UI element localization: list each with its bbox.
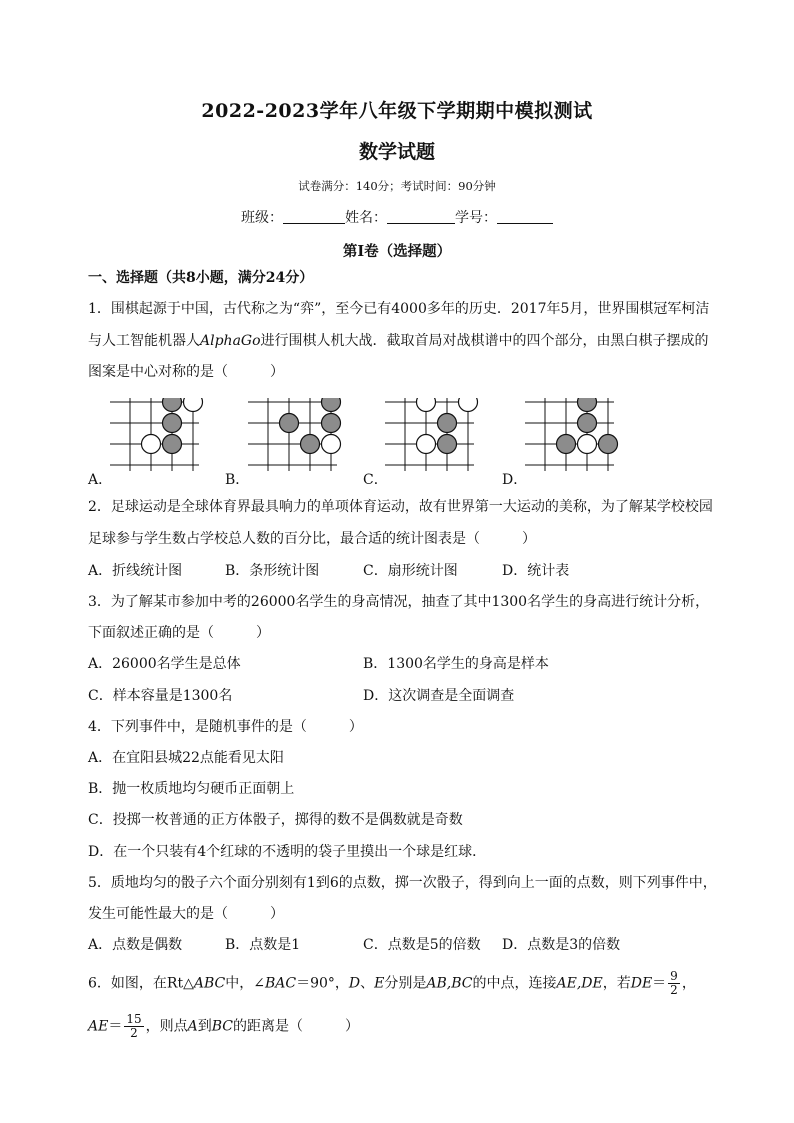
q6-line2	[88, 1013, 359, 1040]
q5-option-a[interactable]: A．点数是偶数	[88, 937, 183, 953]
q4-line1: 4．下列事件中，是随机事件的是（ ）	[88, 719, 363, 735]
id-blank[interactable]	[497, 208, 553, 224]
white-stone	[322, 435, 341, 454]
q2-line2: 足球参与学生数占学校总人数的百分比，最合适的统计图表是（ ）	[88, 531, 536, 547]
fraction-denominator: 2	[130, 1026, 138, 1040]
q5-option-c[interactable]: C．点数是5的倍数	[363, 937, 481, 953]
go-board-a	[110, 398, 210, 478]
fraction-numerator: 15	[126, 1012, 142, 1026]
q1-text: 进行围棋人机大战．截取首局对战棋谱中的四个部分，由黑白棋子摆成的	[260, 333, 709, 349]
white-stone	[142, 435, 161, 454]
q3-option-b[interactable]: B．1300名学生的身高是样本	[363, 656, 549, 672]
q5-option-d[interactable]: D．点数是3的倍数	[502, 937, 621, 953]
white-stone	[184, 398, 203, 412]
q3-option-d[interactable]: D．这次调查是全面调查	[363, 688, 515, 704]
black-stone	[163, 398, 182, 412]
black-stone	[578, 414, 597, 433]
black-stone	[599, 435, 618, 454]
black-stone	[301, 435, 320, 454]
q6-var: AB,BC	[426, 975, 473, 992]
black-stone	[557, 435, 576, 454]
q5-line1: 5．质地均匀的骰子六个面分别刻有1到6的点数，掷一次骰子，得到向上一面的点数，则下列事件中，	[88, 875, 717, 891]
white-stone	[417, 435, 436, 454]
q1-option-a[interactable]: A．	[88, 472, 113, 488]
q4-option-b[interactable]: B．抛一枚质地均匀硬币正面朝上	[88, 781, 295, 797]
q6-var: D	[348, 975, 361, 992]
q1-option-d[interactable]: D．	[502, 472, 528, 488]
exam-title: 2022-2023学年八年级下学期期中模拟测试	[201, 100, 593, 122]
q6-text: 到	[197, 1018, 212, 1035]
q3-option-a[interactable]: A．26000名学生是总体	[88, 656, 241, 672]
name-blank[interactable]	[387, 208, 455, 224]
q1-option-c[interactable]: C．	[363, 472, 388, 488]
q6-text: 6．如图，在Rt△	[88, 975, 194, 992]
q6-text: 、	[360, 975, 375, 992]
go-board-c	[385, 398, 485, 478]
class-blank[interactable]	[283, 208, 345, 224]
q6-text: ，	[681, 975, 696, 992]
q2-line1: 2．足球运动是全球体育界最具响力的单项体育运动，故有世界第一大运动的美称，为了解某学校校园	[88, 499, 713, 515]
q1-text: 与人工智能机器人	[88, 333, 200, 349]
q4-option-a[interactable]: A．在宜阳县城22点能看见太阳	[88, 750, 284, 766]
go-board-b	[248, 398, 348, 478]
q2-option-b[interactable]: B．条形统计图	[225, 563, 320, 579]
q1-option-b[interactable]: B．	[225, 472, 250, 488]
q6-text: ＝	[108, 1018, 123, 1035]
q3-line1: 3．为了解某市参加中考的26000名学生的身高情况，抽查了其中1300名学生的身高进行统计分析，	[88, 594, 710, 610]
q6-var: A	[187, 1018, 198, 1035]
q2-option-a[interactable]: A．折线统计图	[88, 563, 183, 579]
q6-text: 的距离是（ ）	[233, 1018, 360, 1035]
name-label: 姓名：	[345, 210, 387, 226]
q6-var: DE	[630, 975, 653, 992]
fraction-numerator: 9	[670, 969, 678, 983]
q4-option-c[interactable]: C．投掷一枚普通的正方体骰子，掷得的数不是偶数就是奇数	[88, 812, 463, 828]
q6-var: BC	[211, 1018, 234, 1035]
black-stone	[163, 414, 182, 433]
q6-var: AE,DE	[556, 975, 603, 992]
q2-option-c[interactable]: C．扇形统计图	[363, 563, 458, 579]
fraction-9-2	[668, 970, 680, 997]
fraction-15-2	[124, 1013, 143, 1040]
q6-text: ，若	[602, 975, 631, 992]
id-label: 学号：	[455, 210, 497, 226]
q5-line2: 发生可能性最大的是（ ）	[88, 906, 284, 922]
q6-text: ＝90°，	[296, 975, 349, 992]
black-stone	[322, 414, 341, 433]
q4-option-d[interactable]: D．在一个只装有4个红球的不透明的袋子里摸出一个球是红球．	[88, 844, 487, 860]
exam-info: 试卷满分：140分；考试时间：90分钟	[298, 179, 496, 193]
q6-line1	[88, 970, 696, 997]
black-stone	[280, 414, 299, 433]
go-board-d	[525, 398, 625, 478]
q1-line1: 1．围棋起源于中国，古代称之为“弈”，至今已有4000多年的历史．2017年5月，世界围棋冠军柯洁	[88, 301, 710, 317]
part-title: 第Ⅰ卷（选择题）	[342, 243, 452, 260]
white-stone	[417, 398, 436, 412]
black-stone	[578, 398, 597, 412]
q6-var: AE	[88, 1018, 109, 1035]
q1-line3: 图案是中心对称的是（ ）	[88, 364, 284, 380]
q6-text: ＝	[652, 975, 667, 992]
q1-line2	[88, 331, 709, 351]
student-fields	[0, 207, 794, 227]
black-stone	[438, 435, 457, 454]
exam-subtitle: 数学试题	[358, 141, 435, 163]
black-stone	[163, 435, 182, 454]
black-stone	[322, 398, 341, 412]
black-stone	[438, 414, 457, 433]
q2-option-d[interactable]: D．统计表	[502, 563, 570, 579]
q6-var: BAC	[264, 975, 297, 992]
q6-text: 分别是	[384, 975, 427, 992]
white-stone	[459, 398, 478, 412]
q5-option-b[interactable]: B．点数是1	[225, 937, 301, 953]
q6-text: 的中点，连接	[472, 975, 557, 992]
q6-var: E	[374, 975, 385, 992]
q6-text: ，则点	[145, 1018, 188, 1035]
q3-line2: 下面叙述正确的是（ ）	[88, 625, 270, 641]
q3-option-c[interactable]: C．样本容量是1300名	[88, 688, 233, 704]
q6-text: 中，∠	[225, 975, 265, 992]
q6-var: ABC	[193, 975, 226, 992]
section-heading: 一、选择题（共8小题，满分24分）	[88, 270, 314, 286]
fraction-denominator: 2	[670, 983, 678, 997]
q1-alphago: AlphaGo	[200, 333, 261, 349]
white-stone	[578, 435, 597, 454]
class-label: 班级：	[241, 210, 283, 226]
